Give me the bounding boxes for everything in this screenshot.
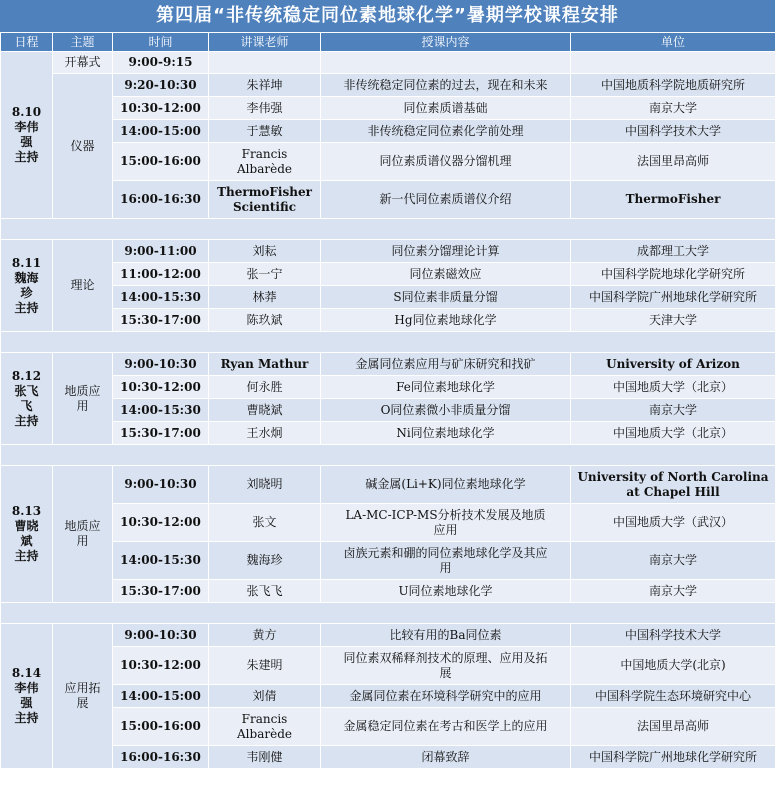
session-unit: 中国科学技术大学: [571, 120, 775, 143]
session-content: 比较有用的Ba同位素: [321, 624, 571, 647]
session-unit: 法国里昂高师: [571, 708, 775, 746]
session-teacher: 王水炯: [209, 422, 321, 445]
session-teacher: 朱建明: [209, 647, 321, 685]
session-row: [1, 542, 775, 580]
session-content: 同位素质谱基础: [321, 97, 571, 120]
session-unit: ThermoFisher: [571, 181, 775, 219]
header-teacher: 讲课老师: [209, 33, 321, 52]
session-content: Hg同位素地球化学: [321, 309, 571, 332]
session-content: 非传统稳定同位素化学前处理: [321, 120, 571, 143]
session-teacher: 刘晓明: [209, 466, 321, 504]
day-separator: [1, 445, 775, 466]
page-title: 第四届“非传统稳定同位素地球化学”暑期学校课程安排: [0, 0, 775, 32]
session-teacher: 张一宁: [209, 263, 321, 286]
session-teacher: 陈玖斌: [209, 309, 321, 332]
header-unit: 单位: [571, 33, 775, 52]
session-unit: 中国地质大学(北京): [571, 647, 775, 685]
session-teacher: 于慧敏: [209, 120, 321, 143]
day-separator: [1, 332, 775, 353]
session-time: 14:00-15:30: [113, 399, 209, 422]
session-unit: 南京大学: [571, 399, 775, 422]
session-teacher: 何永胜: [209, 376, 321, 399]
day-separator: [1, 603, 775, 624]
session-row: [1, 286, 775, 309]
session-teacher: 张文: [209, 504, 321, 542]
session-row: [1, 466, 775, 504]
opening-content-empty: [321, 52, 571, 74]
session-row: [1, 181, 775, 219]
session-time: 14:00-15:30: [113, 542, 209, 580]
header-date: 日程: [1, 33, 53, 52]
session-content: 卤族元素和硼的同位素地球化学及其应 用: [321, 542, 571, 580]
session-content: LA-MC-ICP-MS分析技术发展及地质 应用: [321, 504, 571, 542]
session-time: 15:00-16:00: [113, 708, 209, 746]
session-time: 14:00-15:30: [113, 286, 209, 309]
session-unit: University of North Carolina at Chapel Hill: [571, 466, 775, 504]
session-unit: 中国科学院生态环境研究中心: [571, 685, 775, 708]
session-content: 金属同位素在环境科学研究中的应用: [321, 685, 571, 708]
session-row: [1, 647, 775, 685]
session-row: [1, 309, 775, 332]
session-time: 11:00-12:00: [113, 263, 209, 286]
session-content: 同位素分馏理论计算: [321, 240, 571, 263]
session-unit: 南京大学: [571, 97, 775, 120]
separator-cell: [1, 445, 775, 466]
session-row: [1, 240, 775, 263]
session-unit: 中国科学技术大学: [571, 624, 775, 647]
session-time: 15:30-17:00: [113, 309, 209, 332]
session-unit: 中国地质科学院地质研究所: [571, 74, 775, 97]
day-label: 8.10 李伟 强 主持: [1, 52, 53, 219]
session-time: 10:30-12:00: [113, 504, 209, 542]
session-content: 碱金属(Li+K)同位素地球化学: [321, 466, 571, 504]
session-row: [1, 120, 775, 143]
day-label: 8.12 张飞 飞 主持: [1, 353, 53, 445]
session-unit: 南京大学: [571, 580, 775, 603]
day-separator: [1, 219, 775, 240]
session-teacher: 张飞飞: [209, 580, 321, 603]
day-label: 8.13 曹晓 斌 主持: [1, 466, 53, 603]
session-teacher: 朱祥坤: [209, 74, 321, 97]
topic-label: 理论: [53, 240, 113, 332]
session-time: 15:00-16:00: [113, 143, 209, 181]
session-time: 16:00-16:30: [113, 181, 209, 219]
session-content: 闭幕致辞: [321, 746, 571, 769]
schedule-table: [0, 32, 775, 769]
session-time: 14:00-15:00: [113, 685, 209, 708]
session-content: 同位素磁效应: [321, 263, 571, 286]
session-content: O同位素微小非质量分馏: [321, 399, 571, 422]
header-row: [1, 33, 775, 52]
session-unit: 中国科学院地球化学研究所: [571, 263, 775, 286]
session-row: [1, 746, 775, 769]
session-row: [1, 353, 775, 376]
session-teacher: 李伟强: [209, 97, 321, 120]
opening-topic: 开幕式: [53, 52, 113, 74]
session-content: 同位素双稀释剂技术的原理、应用及拓 展: [321, 647, 571, 685]
header-topic: 主题: [53, 33, 113, 52]
session-unit: 天津大学: [571, 309, 775, 332]
session-content: Ni同位素地球化学: [321, 422, 571, 445]
session-unit: 中国地质大学（北京）: [571, 376, 775, 399]
session-teacher: 魏海珍: [209, 542, 321, 580]
session-time: 10:30-12:00: [113, 647, 209, 685]
session-time: 9:00-10:30: [113, 353, 209, 376]
day-label: 8.14 李伟 强 主持: [1, 624, 53, 769]
session-row: [1, 422, 775, 445]
topic-label: 应用拓 展: [53, 624, 113, 769]
session-teacher: 黄方: [209, 624, 321, 647]
session-teacher: 曹晓斌: [209, 399, 321, 422]
header-content: 授课内容: [321, 33, 571, 52]
session-time: 9:00-10:30: [113, 624, 209, 647]
session-content: U同位素地球化学: [321, 580, 571, 603]
session-row: [1, 143, 775, 181]
header-time: 时间: [113, 33, 209, 52]
topic-label: 地质应 用: [53, 353, 113, 445]
opening-row: [1, 52, 775, 74]
separator-cell: [1, 332, 775, 353]
session-teacher: 韦刚健: [209, 746, 321, 769]
session-row: [1, 97, 775, 120]
session-row: [1, 624, 775, 647]
topic-label: 地质应 用: [53, 466, 113, 603]
session-time: 10:30-12:00: [113, 376, 209, 399]
session-teacher: ThermoFisher Scientific: [209, 181, 321, 219]
session-teacher: 林莽: [209, 286, 321, 309]
session-unit: 中国科学院广州地球化学研究所: [571, 746, 775, 769]
session-row: [1, 708, 775, 746]
session-row: [1, 376, 775, 399]
session-unit: 南京大学: [571, 542, 775, 580]
topic-label: 仪器: [53, 74, 113, 219]
session-time: 10:30-12:00: [113, 97, 209, 120]
session-row: [1, 504, 775, 542]
session-content: Fe同位素地球化学: [321, 376, 571, 399]
session-teacher: Ryan Mathur: [209, 353, 321, 376]
session-content: 金属同位素应用与矿床研究和找矿: [321, 353, 571, 376]
session-time: 9:20-10:30: [113, 74, 209, 97]
day-label: 8.11 魏海 珍 主持: [1, 240, 53, 332]
session-content: S同位素非质量分馏: [321, 286, 571, 309]
session-unit: 成都理工大学: [571, 240, 775, 263]
session-time: 14:00-15:00: [113, 120, 209, 143]
session-row: [1, 685, 775, 708]
session-unit: 中国地质大学（武汉）: [571, 504, 775, 542]
session-teacher: Francis Albarède: [209, 708, 321, 746]
session-content: 同位素质谱仪器分馏机理: [321, 143, 571, 181]
session-unit: 中国科学院广州地球化学研究所: [571, 286, 775, 309]
session-teacher: 刘耘: [209, 240, 321, 263]
session-time: 16:00-16:30: [113, 746, 209, 769]
session-content: 新一代同位素质谱仪介绍: [321, 181, 571, 219]
session-time: 9:00-10:30: [113, 466, 209, 504]
session-time: 9:00-11:00: [113, 240, 209, 263]
separator-cell: [1, 603, 775, 624]
opening-teacher-empty: [209, 52, 321, 74]
session-time: 15:30-17:00: [113, 422, 209, 445]
session-content: 非传统稳定同位素的过去，现在和未来: [321, 74, 571, 97]
session-unit: 法国里昂高师: [571, 143, 775, 181]
session-time: 15:30-17:00: [113, 580, 209, 603]
opening-time: 9:00-9:15: [113, 52, 209, 74]
session-unit: University of Arizon: [571, 353, 775, 376]
session-teacher: 刘倩: [209, 685, 321, 708]
session-row: [1, 74, 775, 97]
session-row: [1, 263, 775, 286]
session-content: 金属稳定同位素在考古和医学上的应用: [321, 708, 571, 746]
opening-unit-empty: [571, 52, 775, 74]
session-teacher: Francis Albarède: [209, 143, 321, 181]
session-row: [1, 399, 775, 422]
session-unit: 中国地质大学（北京）: [571, 422, 775, 445]
session-row: [1, 580, 775, 603]
separator-cell: [1, 219, 775, 240]
